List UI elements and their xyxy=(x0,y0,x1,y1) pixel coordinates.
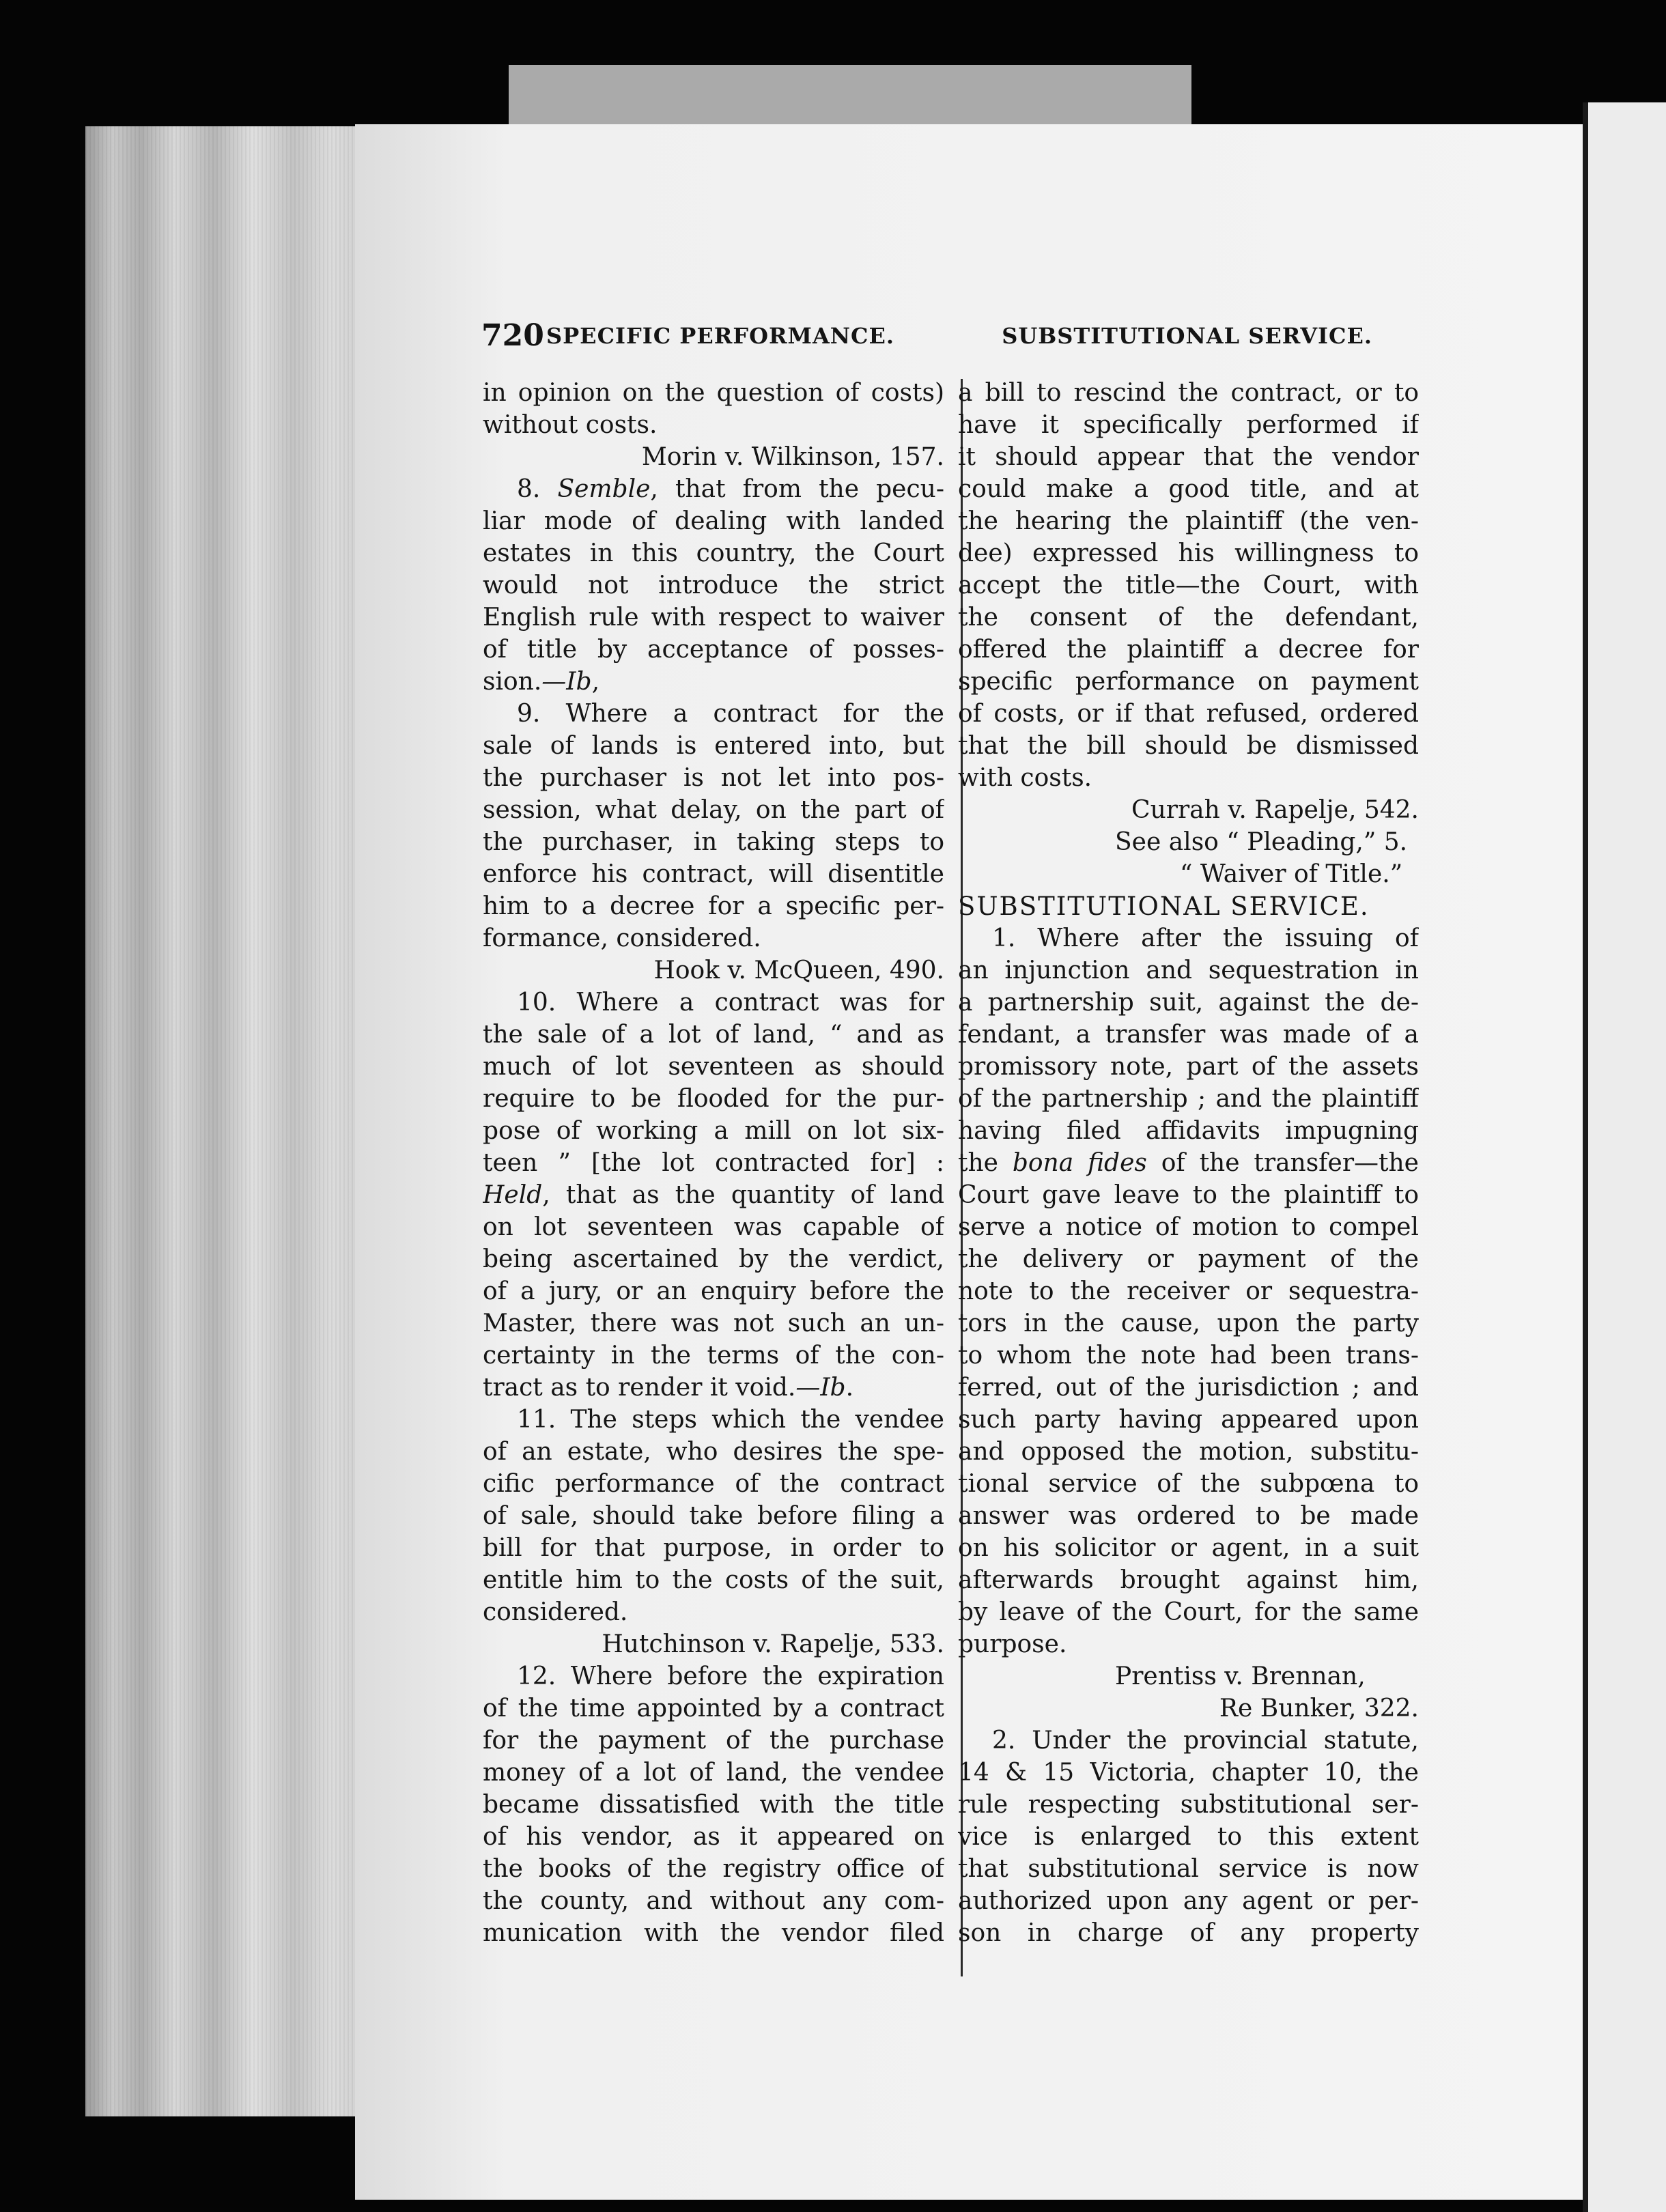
text-line: an injunction and sequestration in xyxy=(958,956,1419,984)
text-line: “ Waiver of Title.” xyxy=(1180,860,1403,888)
text-line: SUBSTITUTIONAL SERVICE. xyxy=(958,892,1370,921)
text-line: promissory note, part of the assets xyxy=(958,1053,1419,1081)
text-line: Prentiss v. Brennan, xyxy=(1115,1662,1366,1690)
text-line: on his solicitor or agent, in a suit xyxy=(958,1534,1419,1562)
text-line: on lot seventeen was capable of xyxy=(483,1213,944,1241)
text-line: 10. Where a contract was for xyxy=(517,989,944,1017)
text-line: specific performance on payment xyxy=(958,668,1419,696)
text-line: with costs. xyxy=(958,764,1092,792)
text-line: by leave of the Court, for the same xyxy=(958,1598,1419,1626)
text-line: a partnership suit, against the de- xyxy=(958,989,1419,1017)
text-line: Morin v. Wilkinson, 157. xyxy=(641,443,944,471)
text-line: 1. Where after the issuing of xyxy=(992,924,1419,952)
text-line: English rule with respect to waiver xyxy=(483,604,944,632)
text-line: the purchaser is not let into pos- xyxy=(483,764,944,792)
text-line: accept the title—the Court, with xyxy=(958,571,1419,599)
text-line: him to a decree for a specific per- xyxy=(483,892,944,920)
text-line: answer was ordered to be made xyxy=(958,1502,1419,1530)
text-line: much of lot seventeen as should xyxy=(483,1053,944,1081)
text-line: sale of lands is entered into, but xyxy=(483,732,944,760)
text-line: have it specifically performed if xyxy=(958,411,1419,439)
scan-top-band xyxy=(509,65,1191,128)
text-line: estates in this country, the Court xyxy=(483,539,944,567)
text-line: of the time appointed by a contract xyxy=(483,1695,944,1722)
text-line: cific performance of the contract xyxy=(483,1470,944,1498)
text-line: tract as to render it void.—Ib. xyxy=(483,1374,854,1402)
text-line: of the partnership ; and the plaintiff xyxy=(958,1085,1419,1113)
left-running-title: SPECIFIC PERFORMANCE. xyxy=(546,323,895,349)
text-line: vice is enlarged to this extent xyxy=(958,1823,1419,1851)
text-line: and opposed the motion, substitu- xyxy=(958,1438,1419,1466)
text-line: son in charge of any property xyxy=(958,1919,1419,1947)
text-line: being ascertained by the verdict, xyxy=(483,1245,944,1273)
text-line: the county, and without any com- xyxy=(483,1887,944,1915)
right-column xyxy=(958,377,1419,1949)
text-line: 8. Semble, that from the pecu- xyxy=(517,475,944,503)
text-line: formance, considered. xyxy=(483,924,761,952)
text-line: the books of the registry office of xyxy=(483,1855,944,1883)
right-running-title: SUBSTITUTIONAL SERVICE. xyxy=(1002,323,1372,349)
page-edge-stack xyxy=(85,126,365,2116)
text-line: could make a good title, and at xyxy=(958,475,1419,503)
text-line: the purchaser, in taking steps to xyxy=(483,828,944,856)
text-line: Hook v. McQueen, 490. xyxy=(653,956,944,984)
text-line: 12. Where before the expiration xyxy=(517,1662,944,1690)
text-line: Master, there was not such an un- xyxy=(483,1309,944,1337)
text-line: money of a lot of land, the vendee xyxy=(483,1759,944,1787)
text-line: it should appear that the vendor xyxy=(958,443,1419,471)
text-line: entitle him to the costs of the suit, xyxy=(483,1566,944,1594)
text-line: bill for that purpose, in order to xyxy=(483,1534,944,1562)
text-line: Hutchinson v. Rapelje, 533. xyxy=(602,1630,944,1658)
text-line: of an estate, who desires the spe- xyxy=(483,1438,944,1466)
text-line: of costs, or if that refused, ordered xyxy=(958,700,1419,728)
running-header xyxy=(481,315,1372,356)
text-line: 11. The steps which the vendee xyxy=(517,1406,944,1434)
text-line: offered the plaintiff a decree for xyxy=(958,636,1419,664)
text-line: ferred, out of the jurisdiction ; and xyxy=(958,1374,1419,1402)
text-line: certainty in the terms of the con- xyxy=(483,1342,944,1370)
text-line: 14 & 15 Victoria, chapter 10, the xyxy=(958,1759,1419,1787)
text-line: purpose. xyxy=(958,1630,1067,1658)
page-number: 720 xyxy=(481,318,544,353)
text-line: tors in the cause, upon the party xyxy=(958,1309,1419,1337)
text-line: afterwards brought against him, xyxy=(958,1566,1419,1594)
text-line: considered. xyxy=(483,1598,628,1626)
text-line: 2. Under the provincial statute, xyxy=(992,1727,1419,1755)
text-line: became dissatisfied with the title xyxy=(483,1791,944,1819)
text-line: pose of working a mill on lot six- xyxy=(483,1117,944,1145)
text-line: for the payment of the purchase xyxy=(483,1727,944,1755)
text-line: such party having appeared upon xyxy=(958,1406,1419,1434)
text-line: See also “ Pleading,” 5. xyxy=(1115,828,1408,856)
text-line: fendant, a transfer was made of a xyxy=(958,1021,1419,1049)
text-line: the consent of the defendant, xyxy=(958,604,1419,632)
text-line: the bona fides of the transfer—the xyxy=(958,1149,1419,1177)
text-line: would not introduce the strict xyxy=(483,571,944,599)
text-line: note to the receiver or sequestra- xyxy=(958,1277,1419,1305)
text-line: munication with the vendor filed xyxy=(483,1919,944,1947)
text-line: to whom the note had been trans- xyxy=(958,1342,1419,1370)
text-line: teen ” [the lot contracted for] : xyxy=(483,1149,944,1177)
text-line: require to be flooded for the pur- xyxy=(483,1085,944,1113)
text-line: session, what delay, on the part of xyxy=(483,796,944,824)
text-line: the hearing the plaintiff (the ven- xyxy=(958,507,1419,535)
text-line: that the bill should be dismissed xyxy=(958,732,1419,760)
text-line: Held, that as the quantity of land xyxy=(483,1181,944,1209)
text-line: the sale of a lot of land, “ and as xyxy=(483,1021,944,1049)
text-line: of sale, should take before filing a xyxy=(483,1502,944,1530)
text-line: rule respecting substitutional ser- xyxy=(958,1791,1419,1819)
text-line: without costs. xyxy=(483,411,658,439)
text-line: liar mode of dealing with landed xyxy=(483,507,944,535)
text-line: of his vendor, as it appeared on xyxy=(483,1823,944,1851)
opposite-page-edge xyxy=(1583,102,1666,2212)
text-line: Court gave leave to the plaintiff to xyxy=(958,1181,1419,1209)
text-line: Currah v. Rapelje, 542. xyxy=(1131,796,1419,824)
text-line: of title by acceptance of posses- xyxy=(483,636,944,664)
text-line: of a jury, or an enquiry before the xyxy=(483,1277,944,1305)
text-line: the delivery or payment of the xyxy=(958,1245,1419,1273)
left-column xyxy=(483,377,944,1949)
text-line: Re Bunker, 322. xyxy=(1219,1695,1419,1722)
text-line: tional service of the subpœna to xyxy=(958,1470,1419,1498)
text-line: dee) expressed his willingness to xyxy=(958,539,1419,567)
text-line: authorized upon any agent or per- xyxy=(958,1887,1419,1915)
text-line: enforce his contract, will disentitle xyxy=(483,860,944,888)
gutter-line xyxy=(1583,102,1588,2212)
text-line: sion.—Ib, xyxy=(483,668,600,696)
text-line: 9. Where a contract for the xyxy=(517,700,944,728)
text-line: serve a notice of motion to compel xyxy=(958,1213,1419,1241)
text-line: that substitutional service is now xyxy=(958,1855,1419,1883)
text-line: in opinion on the question of costs) xyxy=(483,379,944,407)
text-line: having filed affidavits impugning xyxy=(958,1117,1419,1145)
text-line: a bill to rescind the contract, or to xyxy=(958,379,1419,407)
